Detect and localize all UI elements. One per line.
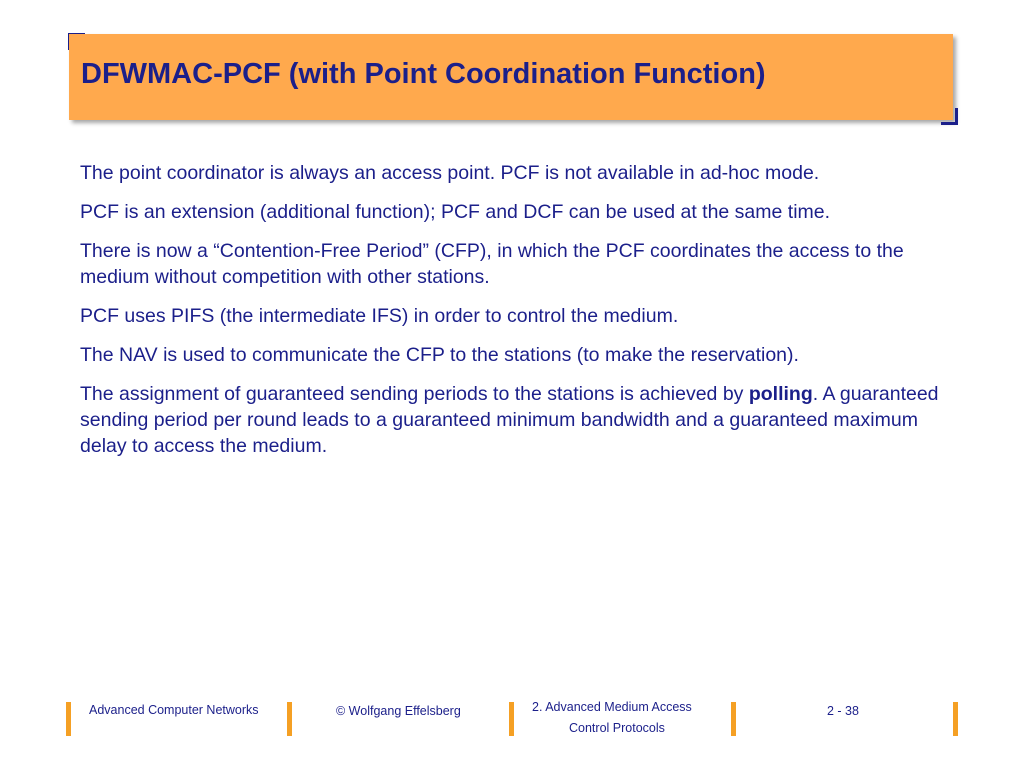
corner-bracket-bottom-right <box>941 108 958 125</box>
footer-chapter-line1: 2. Advanced Medium Access <box>532 700 692 714</box>
paragraph-pifs: PCF uses PIFS (the intermediate IFS) in order to control the medium. <box>80 305 679 327</box>
footer-chapter-line2: Control Protocols <box>569 721 665 735</box>
paragraph-contention-free-period: There is now a “Contention-Free Period” (CFP), in which the PCF coordinates the access to the medium without competition with other stations. <box>80 240 904 288</box>
footer-divider-1 <box>66 702 71 736</box>
footer-divider-2 <box>287 702 292 736</box>
polling-text-after: . A guaranteed sending period per round leads to a guaranteed minimum bandwidth and a guaranteed maximum delay to access the medium. <box>80 383 939 457</box>
paragraph-nav: The NAV is used to communicate the CFP to the stations (to make the reservation). <box>80 344 799 366</box>
footer-divider-3 <box>509 702 514 736</box>
polling-text-before: The assignment of guaranteed sending periods to the stations is achieved by <box>80 383 749 405</box>
footer-author: © Wolfgang Effelsberg <box>336 704 461 718</box>
title-banner <box>68 33 958 125</box>
footer-course: Advanced Computer Networks <box>89 703 259 717</box>
footer-divider-5 <box>953 702 958 736</box>
slide-title: DFWMAC-PCF (with Point Coordination Function) <box>81 58 766 90</box>
paragraph-point-coordinator: The point coordinator is always an access point. PCF is not available in ad-hoc mode. <box>80 162 820 184</box>
paragraph-polling <box>80 381 950 459</box>
title-box <box>69 34 953 120</box>
paragraph-pcf-extension: PCF is an extension (additional function); PCF and DCF can be used at the same time. <box>80 201 831 223</box>
footer-divider-4 <box>731 702 736 736</box>
polling-keyword: polling <box>748 383 813 405</box>
footer <box>0 690 1024 740</box>
footer-page-number: 2 - 38 <box>827 704 859 718</box>
slide-body <box>80 160 950 472</box>
